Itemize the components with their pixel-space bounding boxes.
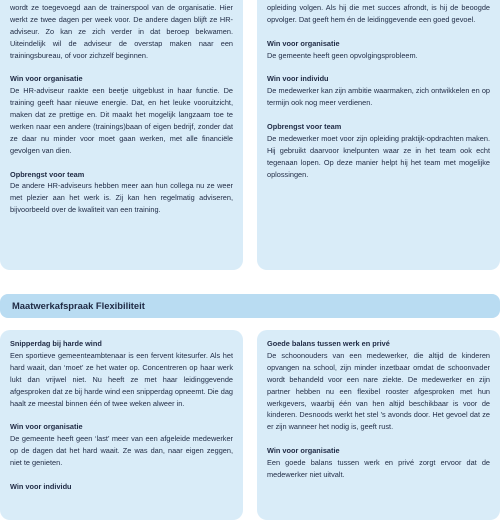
card-successor-training <box>257 0 500 270</box>
card-body-text: Een sportieve gemeenteambtenaar is een fervent kitesurfer. Als het hard waait, dan ‘moet’ ze het water op. Concentreren op haar werk lukt dan vrijwel niet. Nu heeft ze met haar leidinggevende afgesproken dat ze bij harde wind een snipperdag opneemt. Die dag haalt ze meestal binnen één of twee weken alweer in. <box>10 350 233 408</box>
team-gain-heading: Opbrengst voor team <box>267 121 342 131</box>
org-win-heading: Win voor organisatie <box>267 38 340 48</box>
card-hr-adviser <box>0 0 243 270</box>
org-win-heading: Win voor organisatie <box>10 422 83 432</box>
team-gain-text: De medewerker moet voor zijn opleiding praktijk-opdrachten maken. Hij gebruikt daarvoor knelpunten waar ze in het team ook echt tegenaan lopen. Op deze manier helpt hij het team met mogelijke oplossingen. <box>267 133 490 179</box>
individual-win-heading: Win voor individu <box>10 481 72 491</box>
section-banner <box>0 294 500 318</box>
card-body-text: De schoonouders van een medewerker, die altijd de kinderen opvangen na school, zijn minder inzetbaar omdat de schoonvader wordt behandeld voor een nare ziekte. De medewerker en zijn partner hebben nu een flexibel rooster afgesproken met hun werkgevers, waarbij één van hen altijd beschikbaar is voor de kinderen. Desnoods werkt het stel ’s avonds door. Het gevoel dat ze er zijn wanneer het nodig is, geeft rust. <box>267 350 490 432</box>
org-win-text: De gemeente heeft geen ‘last’ meer van een afgeleide medewerker op de dagen dat het hard waait. Ze was dan, naar eigen zeggen, niet te genieten. <box>10 434 233 468</box>
section-title: Maatwerkafspraak Flexibiliteit <box>12 300 145 311</box>
card-heading: Snipperdag bij harde wind <box>10 339 102 348</box>
individual-win-heading: Win voor individu <box>267 74 329 84</box>
org-win-text: De HR-adviseur raakte een beetje uitgeblust in haar functie. De training geeft haar nieuwe energie. Dat, en het leuke vooruitzicht, maken dat ze prettige en. Dit maakt het mogelijk langzaam toe te werken naar een andere (trainings)baan of eigen bedrijf, zonder dat ze daar nu minder voor moet gaan werken, met alle financiële gevolgen van dien. <box>10 86 233 155</box>
card-intro-text: wordt ze toegevoegd aan de trainerspool van de organisatie. Hier werkt ze twee dagen per week voor. De andere dagen blijft ze HR-adviseur. Zo kan ze zich verder in dat beroep bekwamen. Uiteindelijk wil de adviseur de overstap maken naar een trainingsbureau, of voor zichzelf beginnen. <box>10 2 233 60</box>
org-win-text: De gemeente heeft geen opvolgingsprobleem. <box>267 50 418 60</box>
org-win-text: Een goede balans tussen werk en privé zorgt ervoor dat de medewerker niet uitvalt. <box>267 458 490 479</box>
team-gain-heading: Opbrengst voor team <box>10 169 85 179</box>
card-work-life-balance <box>257 330 500 520</box>
card-intro-text: opleiding volgen. Als hij die met succes afrondt, is hij de beoogde opvolger. Dat geeft hem én de leidinggevende een goed gevoel. <box>267 2 490 24</box>
individual-win-text: De medewerker kan zijn ambitie waarmaken, zich ontwikkelen en op termijn ook nog meer verdienen. <box>267 86 490 108</box>
card-kitesurf-leave <box>0 330 243 520</box>
org-win-heading: Win voor organisatie <box>10 74 83 84</box>
org-win-heading: Win voor organisatie <box>267 446 340 456</box>
team-gain-text: De andere HR-adviseurs hebben meer aan hun collega nu ze weer met plezier aan het werk is. Zij kan hen regelmatig adviseren, bijvoorbeeld over de kwaliteit van een training. <box>10 181 233 215</box>
card-heading: Goede balans tussen werk en privé <box>267 339 390 348</box>
